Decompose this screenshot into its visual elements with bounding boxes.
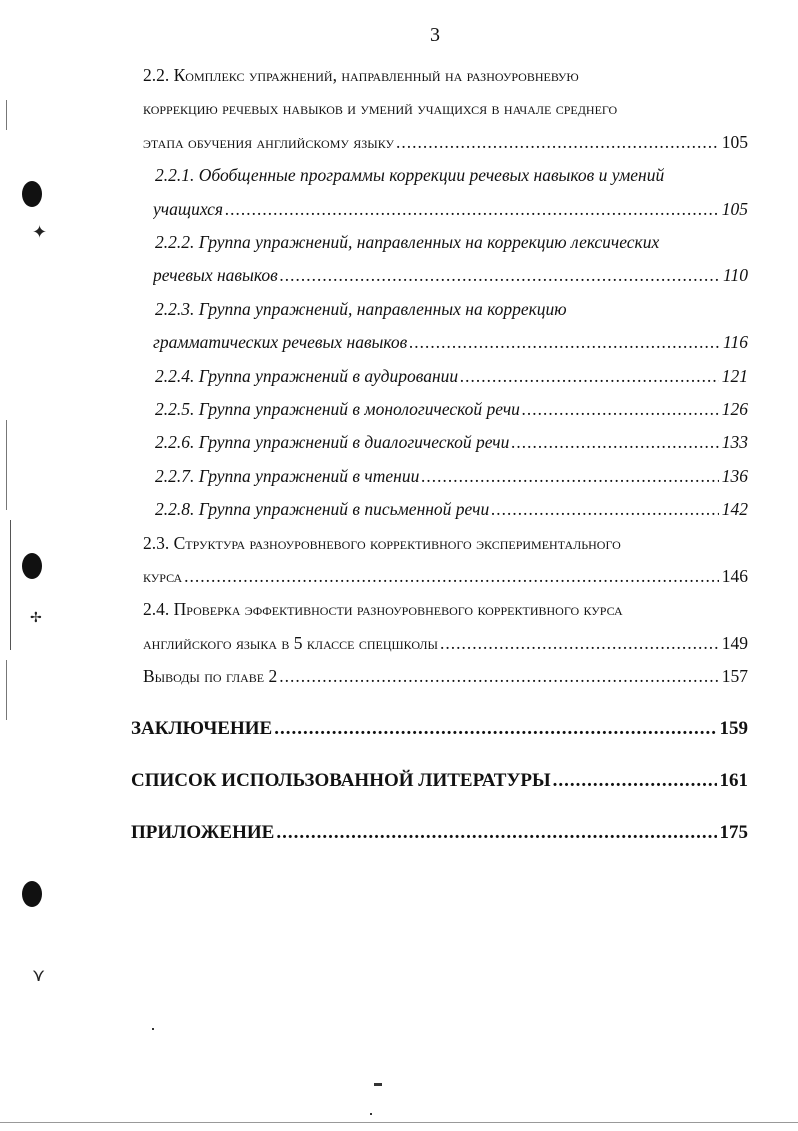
scan-edge-line bbox=[6, 100, 7, 130]
punch-hole bbox=[22, 181, 42, 207]
toc-page-number: 133 bbox=[721, 432, 748, 453]
toc-entry-title: речевых навыков bbox=[153, 265, 278, 286]
toc-entry-title: 2.2.2. Группа упражнений, направленных на коррекцию лексических bbox=[155, 232, 660, 252]
binder-mark-icon: ✦ bbox=[32, 222, 48, 243]
toc-page-number: 142 bbox=[721, 499, 748, 520]
scan-speck bbox=[370, 1113, 372, 1115]
toc-entry-title: 2.2. Комплекс упражнений, направленный на разноуровневую bbox=[143, 65, 579, 85]
toc-entry-title: 2.2.5. Группа упражнений в монологической речи bbox=[155, 399, 520, 419]
toc-leader-dots bbox=[279, 662, 719, 690]
toc-entry-title: 2.2.8. Группа упражнений в письменной речи bbox=[155, 499, 490, 520]
toc-page-number: 116 bbox=[723, 332, 748, 353]
toc-entry-title: 2.4. Проверка эффективности разноуровневого коррективного курса bbox=[143, 599, 623, 620]
binder-mark-icon: ✢ bbox=[30, 610, 42, 626]
toc-entry-title: учащихся bbox=[153, 198, 224, 219]
scan-speck bbox=[152, 1028, 154, 1030]
page-number: 3 bbox=[430, 24, 440, 46]
toc-page-number: 105 bbox=[721, 131, 748, 152]
toc-page-number: 105 bbox=[721, 198, 748, 219]
toc-entry-title: 2.2.6. Группа упражнений в диалогической речи bbox=[155, 432, 510, 453]
toc-leader-dots bbox=[440, 629, 719, 657]
binder-mark-icon: ⋎ bbox=[32, 965, 46, 986]
toc-entry-title: курса bbox=[143, 566, 183, 586]
toc-entry-title: 2.2.7. Группа упражнений в чтении bbox=[155, 465, 420, 486]
toc-entry-title: Выводы по главе 2 bbox=[143, 666, 278, 687]
toc-entry-title: ПРИЛОЖЕНИЕ bbox=[131, 821, 275, 843]
scan-bottom-edge bbox=[0, 1122, 798, 1123]
toc-leader-dots bbox=[491, 495, 719, 523]
toc-entry-title: грамматических речевых навыков bbox=[153, 332, 408, 353]
toc-page-number: 136 bbox=[721, 465, 748, 486]
punch-hole bbox=[22, 881, 42, 907]
toc-page-number: 149 bbox=[721, 632, 748, 653]
toc-entry-title: 2.2.3. Группа упражнений, направленных на коррекцию bbox=[155, 298, 567, 319]
toc-page-number: 126 bbox=[721, 399, 748, 419]
toc-page-number: 121 bbox=[721, 365, 748, 386]
toc-leader-dots bbox=[421, 462, 718, 490]
toc-leader-dots bbox=[522, 395, 719, 423]
toc-leader-dots bbox=[409, 328, 720, 356]
toc-leader-dots bbox=[460, 362, 719, 390]
toc-page-number: 110 bbox=[723, 265, 748, 286]
toc-page-number: 146 bbox=[721, 566, 748, 586]
toc-page-number: 157 bbox=[721, 666, 748, 687]
toc-page-number: 175 bbox=[719, 821, 748, 843]
toc-entry-title: 2.3. Структура разноуровневого коррективного экспериментального bbox=[143, 532, 621, 553]
scan-speck bbox=[374, 1083, 382, 1086]
scan-edge-line bbox=[10, 520, 11, 650]
toc-leader-dots bbox=[553, 767, 717, 795]
toc-page-number: 161 bbox=[719, 769, 748, 791]
toc-entry-title: ЗАКЛЮЧЕНИЕ bbox=[131, 717, 273, 739]
toc-entry-title: СПИСОК ИСПОЛЬЗОВАННОЙ ЛИТЕРАТУРЫ bbox=[131, 769, 551, 791]
toc-leader-dots bbox=[396, 128, 719, 156]
toc-entry-title: коррекцию речевых навыков и умений учащихся в начале среднего bbox=[143, 98, 618, 119]
toc-leader-dots bbox=[511, 428, 718, 456]
toc-entry-title: английского языка в 5 классе спецшколы bbox=[143, 632, 438, 653]
toc-entry-title: 2.2.1. Обобщенные программы коррекции речевых навыков и умений bbox=[155, 165, 665, 186]
toc-leader-dots bbox=[276, 819, 716, 847]
toc-leader-dots bbox=[274, 715, 716, 743]
toc-leader-dots bbox=[280, 261, 720, 289]
toc-page-number: 159 bbox=[719, 717, 748, 739]
toc-entry-title: этапа обучения английскому языку bbox=[143, 131, 394, 152]
toc-leader-dots bbox=[184, 562, 719, 590]
toc-leader-dots bbox=[225, 195, 719, 223]
scan-edge-line bbox=[6, 420, 7, 510]
scan-edge-line bbox=[6, 660, 7, 720]
toc-entry-title: 2.2.4. Группа упражнений в аудировании bbox=[155, 365, 459, 386]
punch-hole bbox=[22, 553, 42, 579]
